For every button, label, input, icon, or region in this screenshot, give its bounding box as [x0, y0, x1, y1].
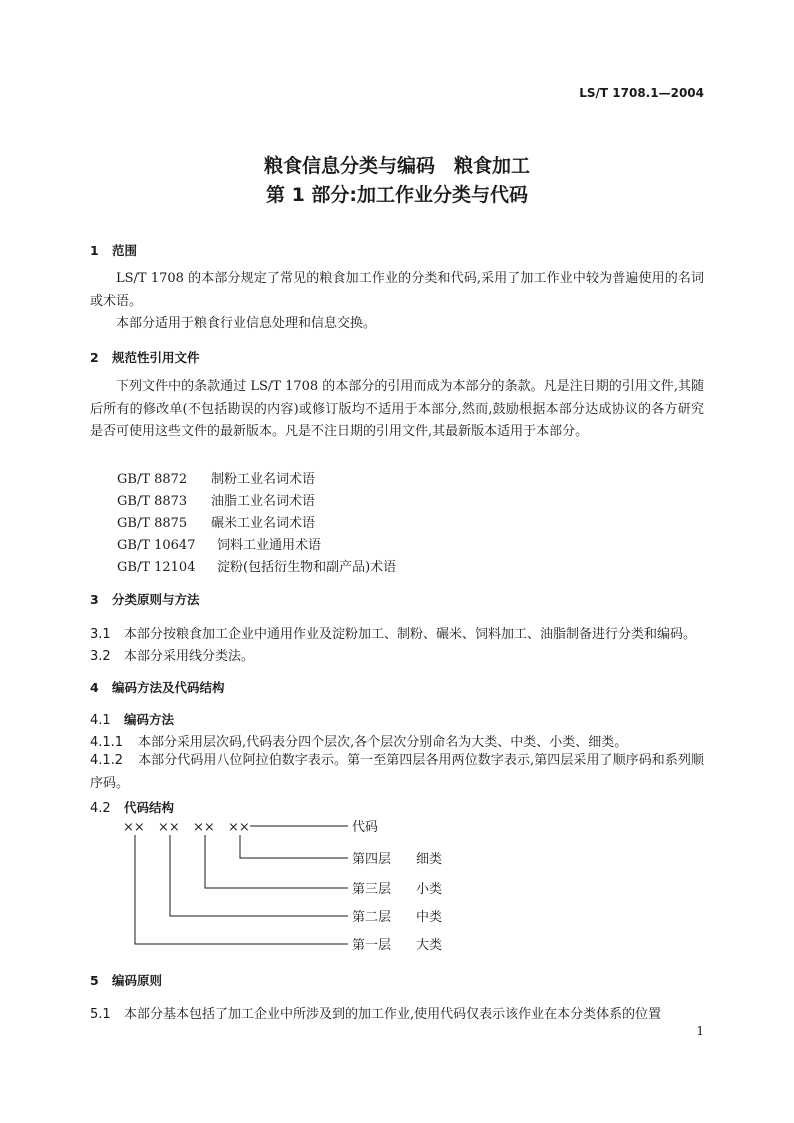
reference-title: 油脂工业名词术语 [211, 494, 316, 509]
reference-code: GB/T 10647 [117, 538, 196, 553]
clause-number: 5.1 [90, 1007, 111, 1022]
reference-title: 制粉工业名词术语 [211, 472, 316, 487]
section-number: 1 [90, 243, 99, 258]
reference-code: GB/T 8875 [117, 516, 188, 531]
section-title: 编码原则 [112, 973, 163, 988]
clause-text: 本部分采用线分类法。 [124, 649, 255, 664]
clause-text: 本部分采用层次码,代码表分四个层次,各个层次分别命名为大类、中类、小类、细类。 [138, 735, 628, 750]
section-1-paragraph-2: 本部分适用于粮食行业信息处理和信息交换。 [116, 316, 377, 331]
section-title: 编码方法及代码结构 [112, 680, 225, 695]
page-number: 1 [696, 1024, 704, 1038]
clause-5-1 [90, 1003, 661, 1022]
level-4-connector [240, 835, 348, 858]
clause-number: 4.1.2 [90, 753, 124, 768]
level-2-layer: 第二层 [352, 910, 392, 925]
reference-code: GB/T 8872 [117, 472, 188, 487]
code-mark: ×× [123, 820, 145, 835]
reference-code: GB/T 12104 [117, 560, 196, 575]
clause-number: 3.2 [90, 649, 111, 664]
level-3-connector [205, 835, 348, 888]
clause-number: 4.2 [90, 801, 111, 816]
clause-number: 4.1 [90, 713, 111, 728]
clause-text: 本部分代码用八位阿拉伯数字表示。第一至第四层各用两位数字表示,第四层采用了顺序码和系列顺序码。 [90, 753, 704, 791]
section-number: 2 [90, 350, 99, 365]
code-mark: ×× [158, 820, 180, 835]
clause-number: 4.1.1 [90, 735, 124, 750]
section-number: 5 [90, 973, 99, 988]
clause-text: 本部分基本包括了加工企业中所涉及到的加工作业,使用代码仅表示该作业在本分类体系的位置 [124, 1007, 662, 1022]
level-4-layer: 第四层 [352, 852, 392, 867]
level-3-name: 小类 [416, 882, 443, 897]
reference-title: 碾米工业名词术语 [211, 516, 316, 531]
clause-title: 编码方法 [124, 712, 175, 727]
section-number: 4 [90, 680, 99, 695]
section-title: 分类原则与方法 [112, 592, 200, 607]
standard-number: LS/T 1708.1—2004 [579, 86, 704, 100]
code-mark: ×× [193, 820, 215, 835]
code-label: 代码 [352, 820, 379, 835]
clause-title: 代码结构 [124, 800, 175, 815]
code-mark: ×× [228, 820, 250, 835]
section-5-heading [90, 971, 162, 989]
section-2-paragraph: 下列文件中的条款通过 LS/T 1708 的本部分的引用而成为本部分的条款。凡是注日期的引用文件,其随后所有的修改单(不包括勘误的内容)或修订版均不适用于本部分,然而,鼓励根据本部分达成协议的各方研究是否可使用这些文件的最新版本。凡是不注日期的引用文件,其最新版本适用于本部分。 [90, 379, 704, 439]
document-title-line1: 粮食信息分类与编码 粮食加工 [263, 155, 530, 177]
level-1-connector [135, 835, 348, 944]
level-1-name: 大类 [416, 938, 443, 953]
section-1-paragraph-1: LS/T 1708 的本部分规定了常见的粮食加工作业的分类和代码,采用了加工作业中较为普遍使用的名词或术语。 [90, 271, 704, 309]
level-4-name: 细类 [416, 852, 443, 867]
reference-code: GB/T 8873 [117, 494, 188, 509]
clause-text: 本部分按粮食加工企业中通用作业及淀粉加工、制粉、碾米、饲料加工、油脂制备进行分类和编码。 [124, 627, 697, 642]
reference-title: 饲料工业通用术语 [217, 538, 322, 553]
section-title: 规范性引用文件 [112, 350, 200, 365]
level-2-name: 中类 [416, 910, 443, 925]
level-1-layer: 第一层 [352, 938, 392, 953]
document-title-line2: 第 1 部分:加工作业分类与代码 [265, 184, 529, 206]
section-number: 3 [90, 592, 99, 607]
reference-title: 淀粉(包括衍生物和副产品)术语 [217, 560, 397, 575]
clause-number: 3.1 [90, 627, 111, 642]
level-3-layer: 第三层 [352, 882, 392, 897]
level-2-connector [170, 835, 348, 916]
section-title: 范围 [112, 243, 138, 258]
